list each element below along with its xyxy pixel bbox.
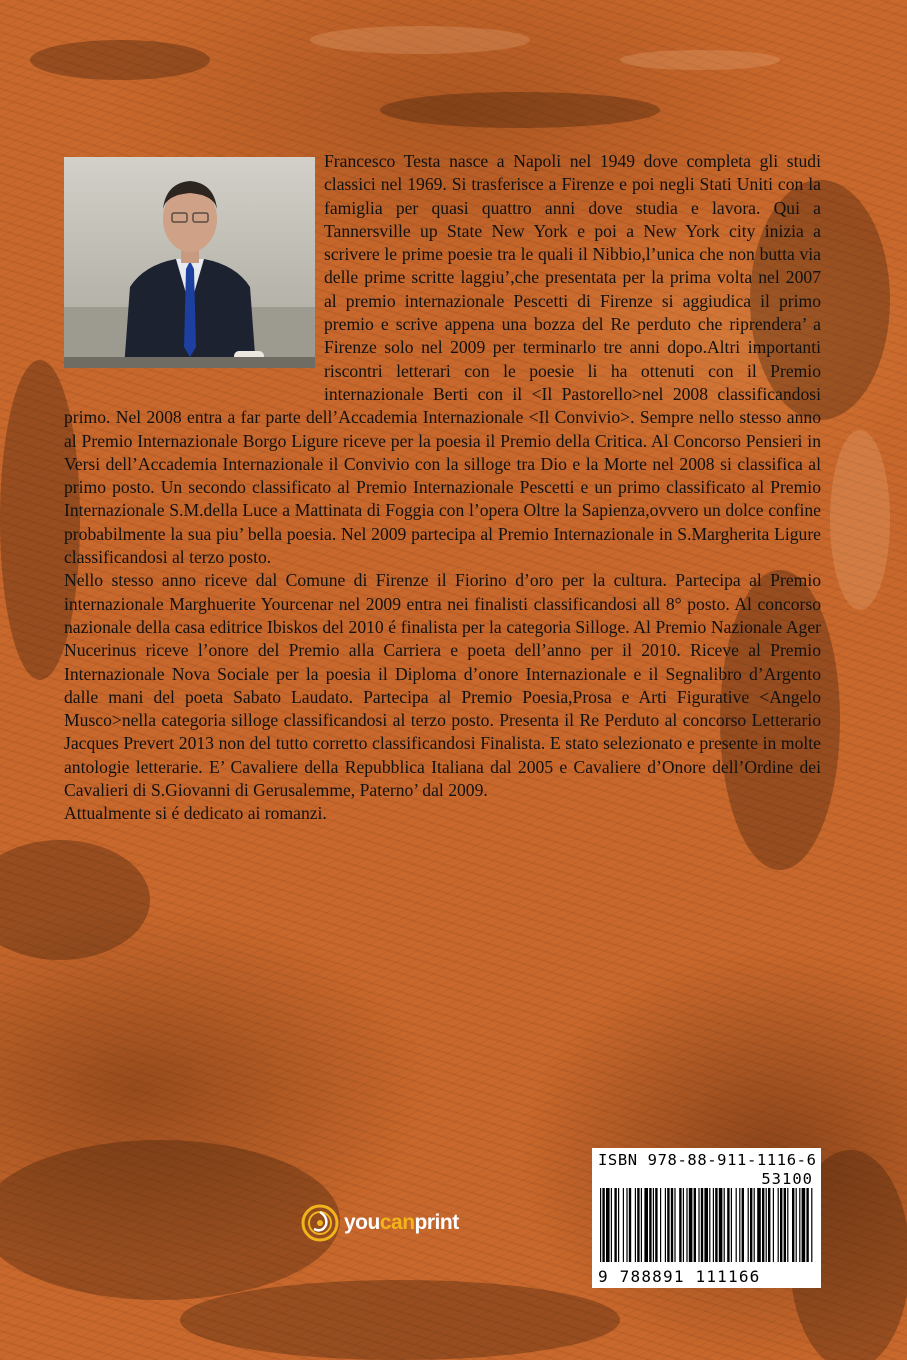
barcode-bar (731, 1188, 732, 1262)
barcode-bar (644, 1188, 648, 1262)
barcode-bar (784, 1188, 786, 1262)
barcode-bar (704, 1188, 708, 1262)
barcode-bars (600, 1188, 813, 1262)
ean-digits: 9 788891 111166 (598, 1267, 761, 1286)
barcode-bar (701, 1188, 703, 1262)
barcode-bar (689, 1188, 693, 1262)
barcode-bar (748, 1188, 749, 1262)
barcode-bar (679, 1188, 681, 1262)
barcode-bar (649, 1188, 651, 1262)
barcode-bar (796, 1188, 797, 1262)
publisher-name-can: can (379, 1211, 415, 1234)
barcode-bar (618, 1188, 619, 1262)
barcode-bar (637, 1188, 639, 1262)
barcode-bar (787, 1188, 788, 1262)
isbn-barcode (592, 1148, 821, 1288)
barcode-bar (602, 1188, 604, 1262)
barcode-bar (606, 1188, 610, 1262)
barcode-bar (698, 1188, 699, 1262)
price-addon-code: 53100 (761, 1170, 813, 1188)
barcode-bar (792, 1188, 794, 1262)
bio-paragraph: Attualmente si é dedicato ai romanzi. (64, 803, 327, 824)
bio-paragraph: Nello stesso anno riceve dal Comune di Firenze il Fiorino d’oro per la cultura. Partecipa al Premio internazionale Marghuerite Yourcenar nel 2009 entra nei finalisti classificandosi all 8° posto. Al concorso nazionale della casa editrice Ibiskos del 2010 é finalista per la categoria Silloge. Al Premio Nazionale Ager Nucerinus riceve l’onore del Premio alla Carriera e poeta dell’anno per il 2010. Riceve al Premio Internazionale Nova Sociale per la poesia il Diploma d’onore Internazionale e il Segnalibro d’Argento dalle mani del poeta Sabato Laudato. Partecipa al Premio Poesia,Prosa e Arti Figurative <Angelo Musco>nella categoria silloge classificandosi al terzo posto. Presenta il Re Perduto al concorso Letterario Jacques Prevert 2013 non del tutto corretto classificandosi Finalista. E stato selezionato e presente in molte antologie letterarie. E’ Cavaliere della Repubblica Italiana dal 2005 e Cavaliere d’Onore dell’Ordine dei Cavalieri di S.Giovanni di Gerusalemme, Paterno’ dal 2009. (64, 570, 821, 801)
barcode-bar (713, 1188, 714, 1262)
barcode-bar (611, 1188, 612, 1262)
barcode-bar (719, 1188, 723, 1262)
barcode-bar (641, 1188, 642, 1262)
barcode-bar (623, 1188, 624, 1262)
publisher-name-print: print (414, 1211, 459, 1234)
barcode-bar (762, 1188, 764, 1262)
barcode-bar (655, 1188, 657, 1262)
author-biography (64, 150, 821, 826)
bio-paragraph: Francesco Testa nasce a Napoli nel 1949 dove completa gli studi classici nel 1969. Si trasferisce a Firenze e poi negli Stati Uniti con la famiglia per quasi quattro anni dove studia e lavora. Qui a Tannersville up State New York e poi a New York city inizia a scrivere le prime poesie tra le quali il Nibbio,l’unica che non butta via delle prime scritte laggiu’,che presentata per la prima volta nel 2007 al premio internazionale Pescetti di Firenze si aggiudica il primo premio e scrive appena una bozza del Re perduto che riprendera’ a Firenze solo nel 2009 per terminarlo tre anni dopo.Altri importanti riscontri letterari con le poesie li ha ottenuti con il Premio internazionale Berti con il <Il Pastorello>nel 2008 classificandosi primo. Nel 2008 entra a far parte dell’Accademia Internazionale <Il Convivio>. Sempre nello stesso anno al Premio Internazionale Borgo Ligure riceve per la poesia il Premio della Critica. Al Concorso Pensieri in Versi dell’Accademia Internazionale il Convivio con la silloge tra Dio e la Morte nel 2008 si classifica al primo posto. Un secondo classificato al Premio Internazionale Pescetti e un primo classificato al Premio Internazionale S.M.della Luce a Mattinata di Foggia con l’opera Oltre la Sapienza,ovvero un dolce confine probabilmente la sua piu’ bella poesia. Nel 2009 partecipa al Premio Internazionale in S.Margherita Ligure classificandosi al terzo posto. (64, 151, 821, 568)
barcode-bar (754, 1188, 755, 1262)
barcode-bar (667, 1188, 669, 1262)
barcode-bar (739, 1188, 740, 1262)
barcode-bar (626, 1188, 627, 1262)
barcode-bar (694, 1188, 696, 1262)
barcode-bar (671, 1188, 673, 1262)
isbn-label: ISBN 978-88-911-1116-6 (598, 1151, 817, 1169)
barcode-bar (773, 1188, 774, 1262)
barcode-bar (778, 1188, 779, 1262)
barcode-bar (653, 1188, 654, 1262)
barcode-bar (686, 1188, 687, 1262)
barcode-bar (780, 1188, 782, 1262)
publisher-logo (300, 1203, 459, 1243)
barcode-bar (724, 1188, 725, 1262)
barcode-bar (629, 1188, 631, 1262)
barcode-bar (635, 1188, 636, 1262)
barcode-bar (799, 1188, 800, 1262)
barcode-bar (660, 1188, 661, 1262)
barcode-bar (811, 1188, 812, 1262)
barcode-bar (665, 1188, 666, 1262)
barcode-bar (674, 1188, 675, 1262)
barcode-bar (709, 1188, 710, 1262)
publisher-name (344, 1211, 459, 1235)
barcode-bar (766, 1188, 767, 1262)
publisher-swirl-icon (300, 1203, 340, 1243)
barcode-bar (600, 1188, 601, 1262)
barcode-bar (715, 1188, 717, 1262)
barcode-bar (757, 1188, 761, 1262)
photo-spacer (64, 150, 315, 383)
barcode-bar (802, 1188, 806, 1262)
barcode-bar (727, 1188, 729, 1262)
barcode-bar (742, 1188, 744, 1262)
barcode-bar (683, 1188, 684, 1262)
barcode-bar (768, 1188, 770, 1262)
publisher-name-you: you (344, 1211, 380, 1234)
barcode-bar (736, 1188, 737, 1262)
barcode-bar (806, 1188, 808, 1262)
barcode-bar (750, 1188, 752, 1262)
barcode-bar (614, 1188, 616, 1262)
